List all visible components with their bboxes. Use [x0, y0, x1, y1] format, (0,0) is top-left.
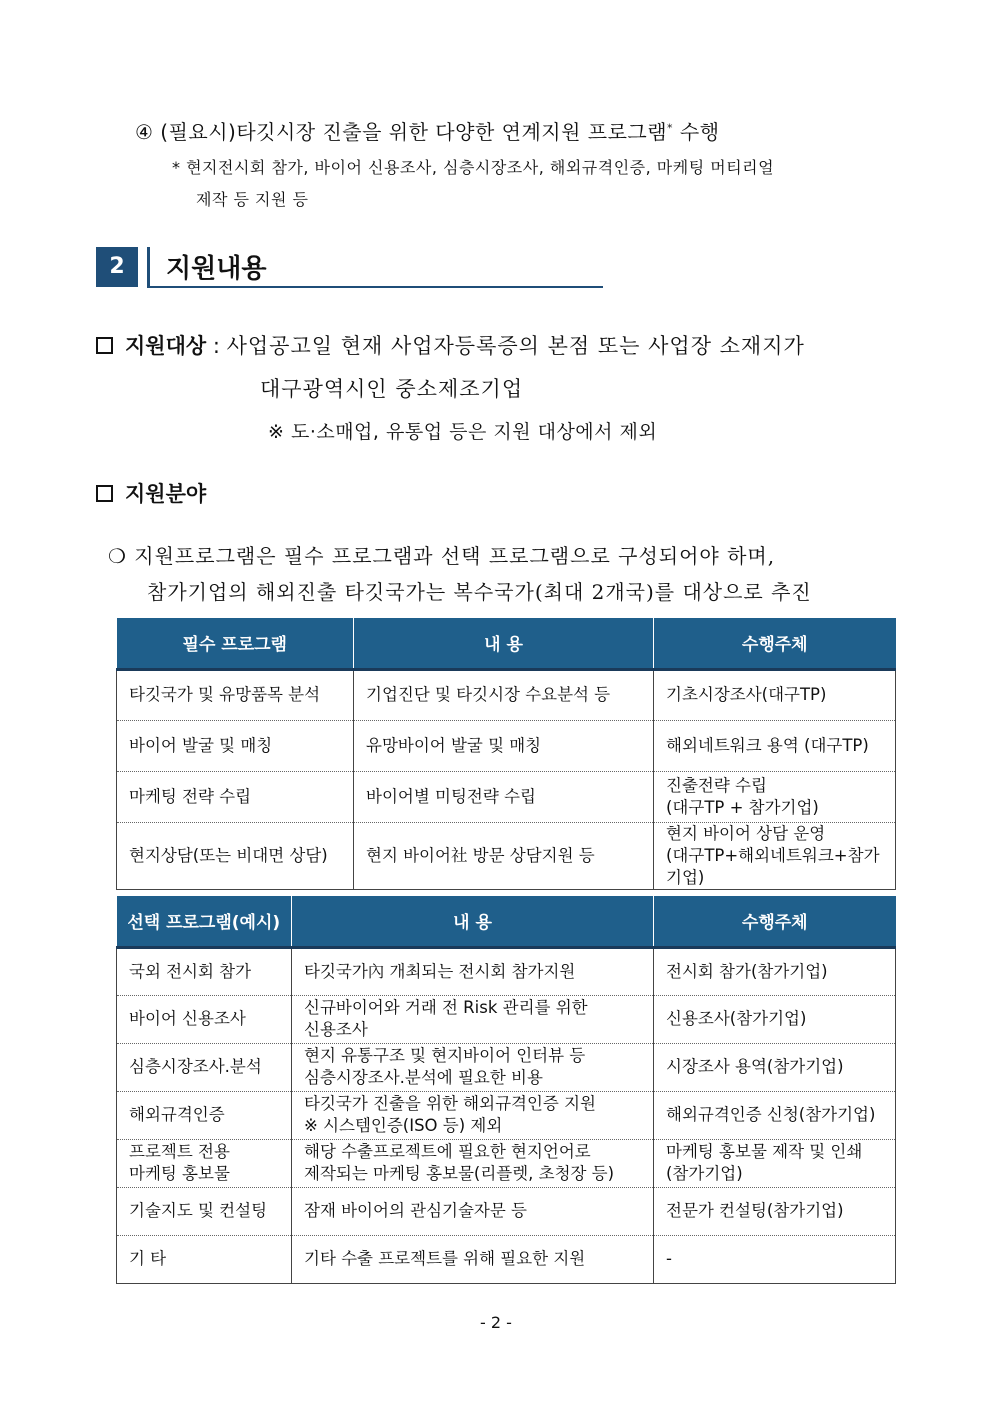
table-cell: 기초시장조사(대구TP) — [654, 669, 896, 720]
page-number: - 2 - — [480, 1313, 512, 1332]
table-cell: 프로젝트 전용 마케팅 홍보물 — [117, 1139, 292, 1187]
program-description-text-1: 지원프로그램은 필수 프로그램과 선택 프로그램으로 구성되어야 하며, — [126, 544, 776, 568]
support-target-exclusion-note: ※ 도·소매업, 유통업 등은 지원 대상에서 제외 — [268, 421, 658, 443]
table-header: 필수 프로그램 — [117, 618, 354, 669]
table-cell: 유망바이어 발굴 및 매칭 — [354, 720, 654, 771]
table-cell: 현지 유통구조 및 현지바이어 인터뷰 등 심층시장조사.분석에 필요한 비용 — [292, 1043, 654, 1091]
checkbox-square-icon — [96, 337, 113, 354]
table-cell: 현지 바이어社 방문 상담지원 등 — [354, 822, 654, 889]
table-row — [117, 1043, 896, 1091]
table-cell: 타깃국가 진출을 위한 해외규격인증 지원 ※ 시스템인증(ISO 등) 제외 — [292, 1091, 654, 1139]
support-target-text-1: 사업공고일 현재 사업자등록증의 본점 또는 사업장 소재지가 — [226, 334, 805, 358]
table-row — [117, 995, 896, 1043]
table-header: 내 용 — [354, 618, 654, 669]
table-row — [117, 1091, 896, 1139]
item-4-tail: 수행 — [673, 120, 720, 144]
table-cell: 바이어별 미팅전략 수립 — [354, 771, 654, 822]
table-cell: 전시회 참가(참가기업) — [654, 947, 896, 995]
table-cell: 마케팅 홍보물 제작 및 인쇄 (참가기업) — [654, 1139, 896, 1187]
note-line-2: 제작 등 지원 등 — [196, 190, 309, 209]
table-cell: 신규바이어와 거래 전 Risk 관리를 위한 신용조사 — [292, 995, 654, 1043]
table-cell: 기업진단 및 타깃시장 수요분석 등 — [354, 669, 654, 720]
colon-separator: : — [206, 334, 227, 358]
table-cell: 해당 수출프로젝트에 필요한 현지언어로 제작되는 마케팅 홍보물(리플렛, 초청장 등) — [292, 1139, 654, 1187]
table-cell: 바이어 신용조사 — [117, 995, 292, 1043]
section-divider — [147, 247, 150, 287]
support-field-heading — [96, 478, 206, 508]
table-row — [117, 822, 896, 889]
table-cell: 해외규격인증 — [117, 1091, 292, 1139]
table-row — [117, 669, 896, 720]
table-row — [117, 720, 896, 771]
support-target-text-2: 대구광역시인 중소제조기업 — [260, 377, 524, 401]
item-4-note — [172, 152, 896, 216]
table-cell: 기타 수출 프로젝트를 위해 필요한 지원 — [292, 1235, 654, 1283]
table-cell: 해외네트워크 용역 (대구TP) — [654, 720, 896, 771]
table-cell: 기 타 — [117, 1235, 292, 1283]
table-cell: 시장조사 용역(참가기업) — [654, 1043, 896, 1091]
optional-program-table — [116, 896, 896, 1284]
note-line-1: * 현지전시회 참가, 바이어 신용조사, 심층시장조사, 해외규격인증, 마케팅 머티리얼 — [172, 158, 775, 177]
item-4-text: ④ (필요시)타깃시장 진출을 위한 다양한 연계지원 프로그램 — [135, 120, 668, 144]
table-cell: 타깃국가 및 유망품목 분석 — [117, 669, 354, 720]
checkbox-square-icon — [96, 485, 113, 502]
section-title: 지원내용 — [166, 254, 267, 284]
program-description-line-2: 참가기업의 해외진출 타깃국가는 복수국가(최대 2개국)를 대상으로 추진 — [147, 580, 812, 604]
item-4-footnote-mark: * — [667, 121, 674, 135]
table-cell: 바이어 발굴 및 매칭 — [117, 720, 354, 771]
support-target-label: 지원대상 — [125, 334, 207, 358]
section-underline — [147, 286, 603, 288]
table-header: 수행주체 — [654, 896, 896, 947]
item-4-line — [135, 116, 720, 145]
table-cell: 잠재 바이어의 관심기술자문 등 — [292, 1187, 654, 1235]
table-cell: 국외 전시회 참가 — [117, 947, 292, 995]
table-row — [117, 947, 896, 995]
required-program-table — [116, 618, 896, 890]
support-target-heading — [96, 330, 896, 360]
table-header: 수행주체 — [654, 618, 896, 669]
table-cell: 진출전략 수립 (대구TP + 참가기업) — [654, 771, 896, 822]
table-row — [117, 1187, 896, 1235]
table-cell: 해외규격인증 신청(참가기업) — [654, 1091, 896, 1139]
table-cell: 마케팅 전략 수립 — [117, 771, 354, 822]
table-cell: 타깃국가內 개최되는 전시회 참가지원 — [292, 947, 654, 995]
table-row — [117, 1139, 896, 1187]
table-header: 선택 프로그램(예시) — [117, 896, 292, 947]
table-cell: 현지상담(또는 비대면 상담) — [117, 822, 354, 889]
table-cell: 전문가 컨설팅(참가기업) — [654, 1187, 896, 1235]
program-description-line-1 — [108, 540, 775, 569]
section-number-badge: 2 — [96, 247, 138, 287]
table-row — [117, 771, 896, 822]
support-field-label: 지원분야 — [125, 482, 207, 506]
circle-bullet-icon: ❍ — [108, 544, 127, 568]
table-cell: 심층시장조사.분석 — [117, 1043, 292, 1091]
table-cell: 기술지도 및 컨설팅 — [117, 1187, 292, 1235]
table-cell: 신용조사(참가기업) — [654, 995, 896, 1043]
table-cell: - — [654, 1235, 896, 1283]
table-header: 내 용 — [292, 896, 654, 947]
table-cell: 현지 바이어 상담 운영 (대구TP+해외네트워크+참가기업) — [654, 822, 896, 889]
table-row — [117, 1235, 896, 1283]
